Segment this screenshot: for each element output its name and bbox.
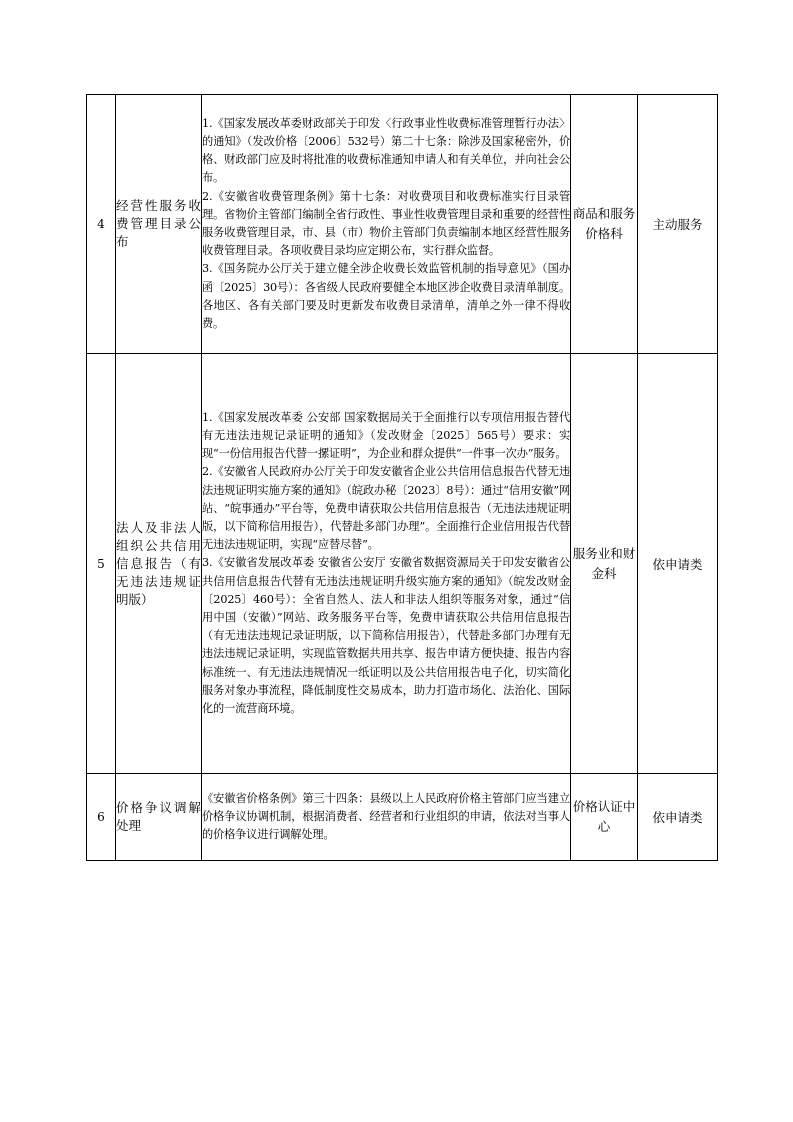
legal-basis-cell: [202, 95, 571, 354]
legal-basis-paragraph: 1.《国家发展改革委财政部关于印发〈行政事业性收费标准管理暂行办法〉的通知》（发改价格〔2006〕532号）第二十七条：除涉及国家秘密外，价格、财政部门应及时将批准的收费标准通知申请人和有关单位，并向社会公布。: [202, 116, 570, 185]
legal-basis-cell: [202, 354, 571, 774]
service-type: 依申请类: [638, 354, 718, 774]
service-item: 经营性服务收费管理目录公布: [116, 95, 202, 354]
service-type: 主动服务: [638, 95, 718, 354]
row-number: 6: [87, 774, 116, 861]
service-item: 法人及非法人组织公共信用信息报告（有无违法违规证明版）: [116, 354, 202, 774]
responsible-department: 价格认证中心: [571, 774, 638, 861]
legal-basis-paragraph: 3.《国务院办公厅关于建立健全涉企收费长效监管机制的指导意见》（国办函〔2025〕30号）：各省级人民政府要健全本地区涉企收费目录清单制度。各地区、各有关部门要及时更新发布收费目录清单，清单之外一律不得收费。: [202, 262, 570, 331]
table-row: [87, 95, 718, 354]
row-number: 5: [87, 354, 116, 774]
responsible-department: 商品和服务价格科: [571, 95, 638, 354]
table-row: [87, 354, 718, 774]
legal-basis-cell: [202, 774, 571, 861]
legal-basis-paragraph: 2.《安徽省收费管理条例》第十七条：对收费项目和收费标准实行目录管理。省物价主管部门编制全省行政性、事业性收费管理目录和重要的经营性服务收费管理目录，市、县（市）物价主管部门负责编制本地区经营性服务收费管理目录。各项收费目录均应定期公布，实行群众监督。: [202, 189, 570, 258]
public-service-table: [86, 94, 718, 861]
legal-basis-paragraph: 《安徽省价格条例》第三十四条：县级以上人民政府价格主管部门应当建立价格争议协调机制，根据消费者、经营者和行业组织的申请，依法对当事人的价格争议进行调解处理。: [202, 791, 570, 842]
legal-basis-paragraph: 2.《安徽省人民政府办公厅关于印发安徽省企业公共信用信息报告代替无违法违规证明实施方案的通知》（皖政办秘〔2023〕8号）：通过“信用安徽”网站、“皖事通办”平台等，免费申请获取公共信用信息报告（无违法违规证明版，以下简称信用报告），代替赴多部门办理”。全面推行企业信用报告代替无违法违规证明，实现“应替尽替”。: [202, 465, 570, 552]
row-number: 4: [87, 95, 116, 354]
legal-basis-paragraph: 3.《安徽省发展改革委 安徽省公安厅 安徽省数据资源局关于印发安徽省公共信用信息报告代替有无违法违规证明升级实施方案的通知》（皖发改财金〔2025〕460号）：全省自然人、法人和非法人组织等服务对象，通过“信用中国（安徽）”网站、政务服务平台等，免费申请获取公共信用信息报告（有无违法违规记录证明版，以下简称信用报告），代替赴多部门办理有无违法违规记录证明，实现监管数据共用共享、报告申请方便快捷、报告内容标准统一、有无违法违规情况一纸证明以及公共信用报告电子化，切实简化服务对象办事流程，降低制度性交易成本，助力打造市场化、法治化、国际化的一流营商环境。: [202, 556, 570, 716]
service-item: 价格争议调解处理: [116, 774, 202, 861]
table-row: [87, 774, 718, 861]
service-type: 依申请类: [638, 774, 718, 861]
responsible-department: 服务业和财金科: [571, 354, 638, 774]
legal-basis-paragraph: 1.《国家发展改革委 公安部 国家数据局关于全面推行以专项信用报告替代有无违法违规记录证明的通知》（发改财金〔2025〕565号）要求：实现“一份信用报告代替一摞证明”，为企业和群众提供“一件事一次办”服务。: [202, 410, 570, 461]
